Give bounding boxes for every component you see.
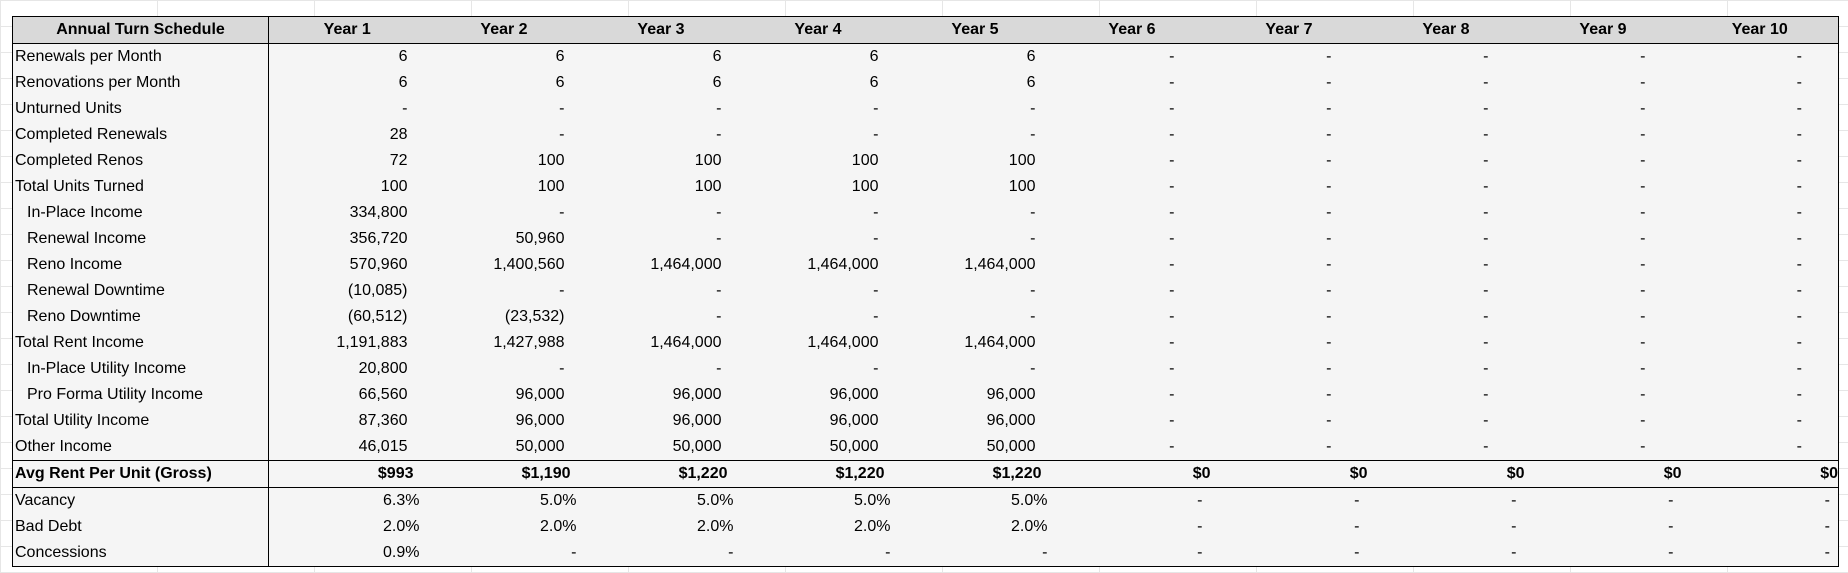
value-cell[interactable]: -	[1326, 74, 1332, 91]
value-cell[interactable]: -	[1169, 308, 1175, 325]
row-label[interactable]: Renewals per Month	[13, 44, 269, 71]
value-cell[interactable]: -	[1326, 178, 1332, 195]
value-cell[interactable]: -	[1197, 492, 1203, 509]
value-cell[interactable]: 570,960	[349, 256, 408, 273]
value-cell[interactable]: -	[1668, 492, 1674, 509]
value-cell[interactable]: -	[1796, 230, 1802, 247]
value-cell[interactable]: 100	[851, 152, 879, 169]
value-cell[interactable]: -	[1169, 152, 1175, 169]
value-cell[interactable]: $0	[1211, 461, 1368, 488]
value-cell[interactable]: -	[1824, 518, 1830, 535]
row-label[interactable]: In-Place Utility Income	[13, 356, 269, 382]
value-cell[interactable]: 2.0%	[697, 518, 734, 535]
value-cell[interactable]: -	[716, 308, 722, 325]
row-label[interactable]: In-Place Income	[13, 200, 269, 226]
value-cell[interactable]: 50,000	[515, 438, 565, 455]
table-row	[13, 356, 1839, 382]
value-cell[interactable]: -	[1511, 518, 1517, 535]
value-cell[interactable]: -	[1326, 126, 1332, 143]
value-cell[interactable]: -	[716, 230, 722, 247]
value-cell[interactable]: -	[716, 126, 722, 143]
annual-turn-schedule-table	[12, 16, 1839, 567]
row-label[interactable]: Reno Downtime	[13, 304, 269, 330]
value-cell[interactable]: 6	[1026, 48, 1036, 65]
value-cell[interactable]: -	[1326, 282, 1332, 299]
value-cell[interactable]: -	[1354, 544, 1360, 561]
value-cell[interactable]: 2.0%	[854, 518, 891, 535]
table-row	[13, 278, 1839, 304]
value-cell[interactable]: -	[1169, 230, 1175, 247]
table-body	[13, 44, 1839, 567]
table-row	[13, 514, 1839, 540]
value-cell[interactable]: -	[1796, 360, 1802, 377]
value-cell[interactable]: 50,960	[515, 230, 565, 247]
value-cell[interactable]: 6	[555, 74, 565, 91]
value-cell[interactable]: -	[1640, 360, 1646, 377]
value-cell[interactable]: -	[1030, 126, 1036, 143]
value-cell[interactable]: $1,220	[740, 461, 897, 488]
value-cell[interactable]: -	[1640, 48, 1646, 65]
value-cell[interactable]: 6	[398, 74, 408, 91]
value-cell[interactable]: -	[873, 282, 879, 299]
value-cell[interactable]: -	[559, 204, 565, 221]
value-cell[interactable]: -	[1640, 230, 1646, 247]
value-cell[interactable]: -	[1511, 492, 1517, 509]
value-cell[interactable]: -	[559, 360, 565, 377]
value-cell[interactable]: 1,191,883	[336, 334, 408, 351]
header-cell-year[interactable]: Year 4	[740, 17, 897, 44]
value-cell[interactable]: -	[1169, 178, 1175, 195]
value-cell[interactable]: 5.0%	[854, 492, 891, 509]
value-cell[interactable]: -	[1030, 282, 1036, 299]
value-cell[interactable]: $1,190	[426, 461, 583, 488]
value-cell[interactable]: -	[1796, 308, 1802, 325]
value-cell[interactable]: -	[1640, 100, 1646, 117]
value-cell[interactable]: -	[1169, 438, 1175, 455]
value-cell[interactable]: -	[873, 100, 879, 117]
table-row	[13, 148, 1839, 174]
value-cell[interactable]: 6	[398, 48, 408, 65]
value-cell[interactable]: -	[559, 282, 565, 299]
row-label[interactable]: Completed Renewals	[13, 122, 269, 148]
table-row	[13, 330, 1839, 356]
value-cell[interactable]: 100	[380, 178, 408, 195]
value-cell[interactable]: -	[1326, 100, 1332, 117]
value-cell[interactable]: -	[1483, 386, 1489, 403]
value-cell[interactable]: 334,800	[349, 204, 408, 221]
value-cell[interactable]: -	[1042, 544, 1048, 561]
value-cell[interactable]: -	[1169, 48, 1175, 65]
value-cell[interactable]: -	[1640, 438, 1646, 455]
value-cell[interactable]: 1,464,000	[964, 334, 1036, 351]
value-cell[interactable]: -	[1030, 308, 1036, 325]
value-cell[interactable]: -	[1483, 360, 1489, 377]
value-cell[interactable]: -	[1796, 386, 1802, 403]
value-cell[interactable]: -	[1640, 256, 1646, 273]
value-cell[interactable]: $0	[1054, 461, 1211, 488]
value-cell[interactable]: 100	[537, 152, 565, 169]
value-cell[interactable]: -	[1197, 518, 1203, 535]
value-cell[interactable]: -	[402, 100, 408, 117]
value-cell[interactable]: 1,400,560	[493, 256, 565, 273]
row-label[interactable]: Unturned Units	[13, 96, 269, 122]
value-cell[interactable]: -	[716, 100, 722, 117]
value-cell[interactable]: 96,000	[829, 386, 879, 403]
value-cell[interactable]: 100	[537, 178, 565, 195]
value-cell[interactable]: 96,000	[986, 412, 1036, 429]
value-cell[interactable]: 6	[555, 48, 565, 65]
value-cell[interactable]: (23,532)	[504, 308, 565, 325]
value-cell[interactable]: 1,464,000	[964, 256, 1036, 273]
avg-rent-row	[13, 461, 1839, 488]
value-cell[interactable]: -	[1796, 412, 1802, 429]
value-cell[interactable]: 46,015	[358, 438, 408, 455]
value-cell[interactable]: -	[559, 100, 565, 117]
value-cell[interactable]: -	[1640, 152, 1646, 169]
row-label[interactable]: Reno Income	[13, 252, 269, 278]
table-row	[13, 174, 1839, 200]
value-cell[interactable]: -	[1030, 230, 1036, 247]
value-cell[interactable]: 1,464,000	[650, 256, 722, 273]
value-cell[interactable]: -	[1483, 126, 1489, 143]
row-label[interactable]: Completed Renos	[13, 148, 269, 174]
value-cell[interactable]: -	[1796, 74, 1802, 91]
value-cell[interactable]: 5.0%	[1011, 492, 1048, 509]
value-cell[interactable]: 100	[694, 178, 722, 195]
value-cell[interactable]: -	[1640, 74, 1646, 91]
value-cell[interactable]: $1,220	[897, 461, 1054, 488]
header-cell-year[interactable]: Year 10	[1682, 17, 1839, 44]
value-cell[interactable]: 6.3%	[383, 492, 420, 509]
row-label[interactable]: Concessions	[13, 540, 269, 567]
value-cell[interactable]: -	[1668, 544, 1674, 561]
value-cell[interactable]: -	[1640, 204, 1646, 221]
value-cell[interactable]: -	[1796, 178, 1802, 195]
row-label[interactable]: Total Utility Income	[13, 408, 269, 434]
value-cell[interactable]: -	[1796, 48, 1802, 65]
value-cell[interactable]: -	[1169, 126, 1175, 143]
value-cell[interactable]: 6	[1026, 74, 1036, 91]
value-cell[interactable]: (60,512)	[347, 308, 408, 325]
value-cell[interactable]: -	[1483, 100, 1489, 117]
value-cell[interactable]: -	[1640, 386, 1646, 403]
value-cell[interactable]: -	[873, 230, 879, 247]
header-cell-year[interactable]: Year 8	[1368, 17, 1525, 44]
header-cell-year[interactable]: Year 3	[583, 17, 740, 44]
value-cell[interactable]: -	[1169, 256, 1175, 273]
table-row	[13, 408, 1839, 434]
value-cell[interactable]: -	[728, 544, 734, 561]
value-cell[interactable]: 2.0%	[383, 518, 420, 535]
value-cell[interactable]: -	[1030, 100, 1036, 117]
value-cell[interactable]: -	[1354, 492, 1360, 509]
row-label[interactable]: Total Rent Income	[13, 330, 269, 356]
value-cell[interactable]: -	[1197, 544, 1203, 561]
value-cell[interactable]: -	[1169, 204, 1175, 221]
value-cell[interactable]: -	[1796, 100, 1802, 117]
row-label[interactable]: Pro Forma Utility Income	[13, 382, 269, 408]
value-cell[interactable]: -	[716, 360, 722, 377]
table-row	[13, 200, 1839, 226]
table-row	[13, 488, 1839, 515]
header-cell-year[interactable]: Year 9	[1525, 17, 1682, 44]
value-cell[interactable]: -	[1326, 308, 1332, 325]
value-cell[interactable]: -	[716, 282, 722, 299]
value-cell[interactable]: -	[1326, 334, 1332, 351]
value-cell[interactable]: 87,360	[358, 412, 408, 429]
row-label[interactable]: Vacancy	[13, 488, 269, 515]
value-cell[interactable]: -	[1483, 412, 1489, 429]
value-cell[interactable]: $0	[1368, 461, 1525, 488]
value-cell[interactable]: -	[885, 544, 891, 561]
value-cell[interactable]: $0	[1525, 461, 1682, 488]
value-cell[interactable]: -	[1796, 334, 1802, 351]
value-cell[interactable]: -	[1640, 308, 1646, 325]
value-cell[interactable]: -	[1483, 48, 1489, 65]
value-cell[interactable]: 96,000	[986, 386, 1036, 403]
value-cell[interactable]: -	[1796, 256, 1802, 273]
value-cell[interactable]: -	[1483, 308, 1489, 325]
value-cell[interactable]: 66,560	[358, 386, 408, 403]
value-cell[interactable]: 5.0%	[697, 492, 734, 509]
value-cell[interactable]: 100	[1008, 152, 1036, 169]
table-row	[13, 252, 1839, 278]
value-cell[interactable]: -	[1796, 126, 1802, 143]
value-cell[interactable]: -	[1824, 544, 1830, 561]
value-cell[interactable]: -	[1511, 544, 1517, 561]
header-cell-year[interactable]: Year 5	[897, 17, 1054, 44]
value-cell[interactable]: 20,800	[358, 360, 408, 377]
header-cell-title[interactable]: Annual Turn Schedule	[13, 17, 269, 44]
value-cell[interactable]: 1,464,000	[807, 256, 879, 273]
table-row	[13, 434, 1839, 461]
row-label[interactable]: Renewal Downtime	[13, 278, 269, 304]
value-cell[interactable]: -	[559, 126, 565, 143]
value-cell[interactable]: -	[1169, 74, 1175, 91]
table-row	[13, 304, 1839, 330]
value-cell[interactable]: -	[1483, 152, 1489, 169]
value-cell[interactable]: -	[1796, 152, 1802, 169]
value-cell[interactable]: -	[1483, 204, 1489, 221]
value-cell[interactable]: 0.9%	[383, 544, 420, 561]
value-cell[interactable]: 100	[1008, 178, 1036, 195]
value-cell[interactable]: -	[1640, 178, 1646, 195]
value-cell[interactable]: 6	[712, 74, 722, 91]
value-cell[interactable]: -	[1169, 412, 1175, 429]
value-cell[interactable]: -	[1169, 334, 1175, 351]
value-cell[interactable]: 1,427,988	[493, 334, 565, 351]
value-cell[interactable]: -	[1796, 204, 1802, 221]
value-cell[interactable]: 50,000	[672, 438, 722, 455]
header-cell-year[interactable]: Year 1	[269, 17, 426, 44]
value-cell[interactable]: -	[1326, 412, 1332, 429]
value-cell[interactable]: -	[1169, 282, 1175, 299]
value-cell[interactable]: 5.0%	[540, 492, 577, 509]
value-cell[interactable]: 100	[694, 152, 722, 169]
value-cell[interactable]: -	[1668, 518, 1674, 535]
row-label[interactable]: Total Units Turned	[13, 174, 269, 200]
value-cell[interactable]: -	[1169, 360, 1175, 377]
value-cell[interactable]: 96,000	[515, 412, 565, 429]
value-cell[interactable]: 6	[869, 48, 879, 65]
value-cell[interactable]: -	[1640, 282, 1646, 299]
value-cell[interactable]: -	[1483, 178, 1489, 195]
value-cell[interactable]: -	[716, 204, 722, 221]
value-cell[interactable]: -	[1483, 282, 1489, 299]
row-label[interactable]: Renewal Income	[13, 226, 269, 252]
value-cell[interactable]: -	[873, 126, 879, 143]
value-cell[interactable]: -	[1640, 412, 1646, 429]
value-cell[interactable]: 96,000	[829, 412, 879, 429]
value-cell[interactable]: -	[1326, 230, 1332, 247]
value-cell[interactable]: 96,000	[515, 386, 565, 403]
table-row	[13, 122, 1839, 148]
value-cell[interactable]: -	[1796, 282, 1802, 299]
value-cell[interactable]: 100	[851, 178, 879, 195]
value-cell[interactable]: 1,464,000	[807, 334, 879, 351]
value-cell[interactable]: -	[1326, 48, 1332, 65]
value-cell[interactable]: -	[873, 204, 879, 221]
value-cell[interactable]: $993	[269, 461, 426, 488]
value-cell[interactable]: -	[1483, 74, 1489, 91]
table-row	[13, 382, 1839, 408]
value-cell[interactable]: 6	[869, 74, 879, 91]
row-label[interactable]: Renovations per Month	[13, 70, 269, 96]
value-cell[interactable]: -	[1030, 360, 1036, 377]
value-cell[interactable]: -	[1326, 386, 1332, 403]
header-cell-year[interactable]: Year 6	[1054, 17, 1211, 44]
value-cell[interactable]: -	[1326, 360, 1332, 377]
value-cell[interactable]: -	[1640, 334, 1646, 351]
value-cell[interactable]: -	[1824, 492, 1830, 509]
row-label[interactable]: Bad Debt	[13, 514, 269, 540]
row-label[interactable]: Avg Rent Per Unit (Gross)	[13, 461, 269, 488]
value-cell[interactable]: $1,220	[583, 461, 740, 488]
value-cell[interactable]: -	[873, 308, 879, 325]
value-cell[interactable]: -	[571, 544, 577, 561]
header-row	[13, 17, 1839, 44]
table-row	[13, 540, 1839, 567]
table-row	[13, 70, 1839, 96]
value-cell[interactable]: -	[1169, 100, 1175, 117]
value-cell[interactable]: 356,720	[349, 230, 408, 247]
value-cell[interactable]: -	[1354, 518, 1360, 535]
value-cell[interactable]: 96,000	[672, 386, 722, 403]
value-cell[interactable]: 50,000	[986, 438, 1036, 455]
value-cell[interactable]: -	[1326, 256, 1332, 273]
value-cell[interactable]: -	[1796, 438, 1802, 455]
value-cell[interactable]: -	[1326, 204, 1332, 221]
header-cell-year[interactable]: Year 2	[426, 17, 583, 44]
header-cell-year[interactable]: Year 7	[1211, 17, 1368, 44]
value-cell[interactable]: 2.0%	[540, 518, 577, 535]
value-cell[interactable]: (10,085)	[347, 282, 408, 299]
value-cell[interactable]: -	[1483, 438, 1489, 455]
value-cell[interactable]: -	[1326, 152, 1332, 169]
row-label[interactable]: Other Income	[13, 434, 269, 461]
value-cell[interactable]: 96,000	[672, 412, 722, 429]
table-row	[13, 96, 1839, 122]
value-cell[interactable]: -	[1169, 386, 1175, 403]
value-cell[interactable]: -	[1483, 230, 1489, 247]
value-cell[interactable]: -	[873, 360, 879, 377]
value-cell[interactable]: 72	[389, 152, 408, 169]
value-cell[interactable]: -	[1640, 126, 1646, 143]
table-row	[13, 44, 1839, 71]
value-cell[interactable]: 50,000	[829, 438, 879, 455]
value-cell[interactable]: -	[1483, 256, 1489, 273]
value-cell[interactable]: 1,464,000	[650, 334, 722, 351]
value-cell[interactable]: $0	[1682, 461, 1839, 488]
value-cell[interactable]: -	[1326, 438, 1332, 455]
value-cell[interactable]: 2.0%	[1011, 518, 1048, 535]
value-cell[interactable]: -	[1030, 204, 1036, 221]
table-row	[13, 226, 1839, 252]
value-cell[interactable]: 6	[712, 48, 722, 65]
value-cell[interactable]: 28	[389, 126, 408, 143]
value-cell[interactable]: -	[1483, 334, 1489, 351]
